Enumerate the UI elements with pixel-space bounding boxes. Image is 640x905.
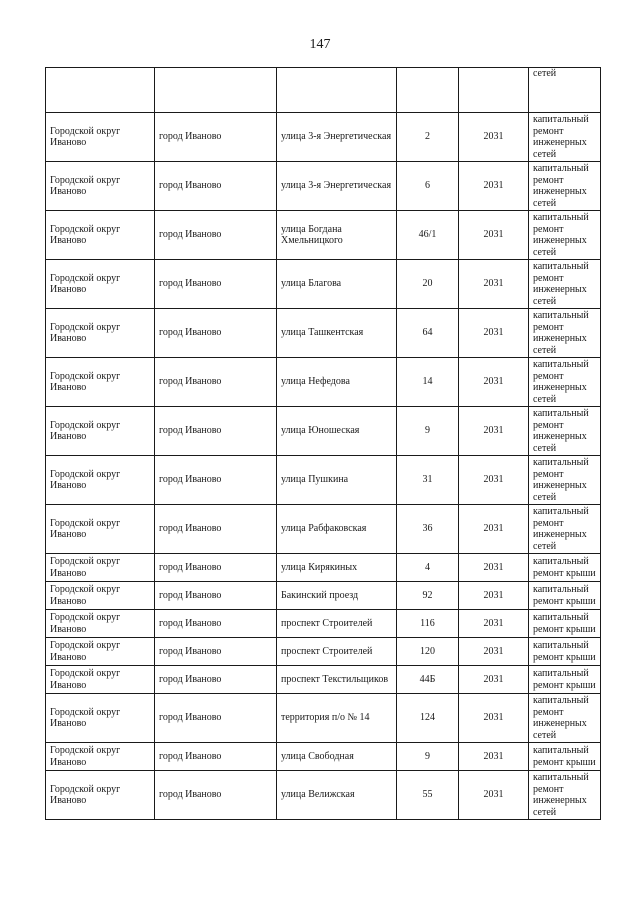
cell-year: 2031 [459, 694, 529, 743]
cell-work-type: капитальный ремонт крыши [529, 666, 601, 694]
cell-city: город Иваново [155, 743, 277, 771]
cell-work-type: капитальный ремонт инженерных сетей [529, 162, 601, 211]
cell-year: 2031 [459, 505, 529, 554]
cell-district: Городской округ Иваново [46, 666, 155, 694]
cell-house: 55 [397, 771, 459, 820]
cell-house: 46/1 [397, 211, 459, 260]
cell-street: улица Свободная [277, 743, 397, 771]
cell-house: 116 [397, 610, 459, 638]
table-row [46, 694, 601, 743]
cell-street [277, 68, 397, 113]
cell-district: Городской округ Иваново [46, 113, 155, 162]
cell-city: город Иваново [155, 610, 277, 638]
cell-house: 124 [397, 694, 459, 743]
cell-year: 2031 [459, 407, 529, 456]
table-row [46, 309, 601, 358]
cell-work-type: капитальный ремонт крыши [529, 610, 601, 638]
cell-street: улица Пушкина [277, 456, 397, 505]
table-row [46, 610, 601, 638]
cell-district: Городской округ Иваново [46, 771, 155, 820]
cell-district: Городской округ Иваново [46, 610, 155, 638]
cell-work-type: капитальный ремонт крыши [529, 554, 601, 582]
cell-house: 9 [397, 407, 459, 456]
table-row [46, 554, 601, 582]
cell-house: 2 [397, 113, 459, 162]
cell-year: 2031 [459, 610, 529, 638]
cell-district: Городской округ Иваново [46, 407, 155, 456]
cell-district: Городской округ Иваново [46, 554, 155, 582]
cell-street: территория п/о № 14 [277, 694, 397, 743]
table-row [46, 743, 601, 771]
table-row [46, 260, 601, 309]
cell-street: проспект Строителей [277, 638, 397, 666]
cell-district: Городской округ Иваново [46, 694, 155, 743]
cell-street: проспект Строителей [277, 610, 397, 638]
cell-year: 2031 [459, 554, 529, 582]
cell-district: Городской округ Иваново [46, 358, 155, 407]
cell-house: 9 [397, 743, 459, 771]
table-row [46, 211, 601, 260]
cell-year: 2031 [459, 771, 529, 820]
table-row [46, 162, 601, 211]
cell-work-type: капитальный ремонт инженерных сетей [529, 113, 601, 162]
cell-city: город Иваново [155, 771, 277, 820]
cell-district [46, 68, 155, 113]
cell-street: Бакинский проезд [277, 582, 397, 610]
cell-house: 20 [397, 260, 459, 309]
table-row [46, 771, 601, 820]
cell-street: проспект Текстильщиков [277, 666, 397, 694]
cell-district: Городской округ Иваново [46, 638, 155, 666]
cell-city [155, 68, 277, 113]
table-row [46, 407, 601, 456]
cell-year: 2031 [459, 638, 529, 666]
cell-house [397, 68, 459, 113]
table-row [46, 113, 601, 162]
cell-street: улица Ташкентская [277, 309, 397, 358]
cell-city: город Иваново [155, 162, 277, 211]
page-number: 147 [309, 37, 331, 52]
cell-year: 2031 [459, 211, 529, 260]
cell-city: город Иваново [155, 211, 277, 260]
cell-year: 2031 [459, 260, 529, 309]
cell-year: 2031 [459, 113, 529, 162]
cell-work-type: капитальный ремонт крыши [529, 743, 601, 771]
cell-work-type: капитальный ремонт инженерных сетей [529, 694, 601, 743]
cell-city: город Иваново [155, 638, 277, 666]
cell-house: 92 [397, 582, 459, 610]
table-row [46, 505, 601, 554]
cell-street: улица Кирякиных [277, 554, 397, 582]
cell-street: улица Юношеская [277, 407, 397, 456]
cell-work-type: капитальный ремонт инженерных сетей [529, 505, 601, 554]
cell-work-type: капитальный ремонт инженерных сетей [529, 260, 601, 309]
cell-district: Городской округ Иваново [46, 309, 155, 358]
cell-city: город Иваново [155, 407, 277, 456]
housing-repair-table [45, 67, 601, 820]
cell-house: 64 [397, 309, 459, 358]
cell-year: 2031 [459, 358, 529, 407]
cell-street: улица Рабфаковская [277, 505, 397, 554]
cell-house: 120 [397, 638, 459, 666]
cell-work-type: капитальный ремонт крыши [529, 582, 601, 610]
cell-house: 36 [397, 505, 459, 554]
cell-year: 2031 [459, 666, 529, 694]
cell-work-type: капитальный ремонт инженерных сетей [529, 407, 601, 456]
table-row [46, 358, 601, 407]
cell-city: город Иваново [155, 505, 277, 554]
cell-city: город Иваново [155, 694, 277, 743]
cell-street: улица Благова [277, 260, 397, 309]
cell-street: улица Нефедова [277, 358, 397, 407]
table-row-continuation [46, 68, 601, 113]
cell-city: город Иваново [155, 260, 277, 309]
cell-district: Городской округ Иваново [46, 505, 155, 554]
table-row [46, 638, 601, 666]
cell-city: город Иваново [155, 456, 277, 505]
cell-year: 2031 [459, 582, 529, 610]
cell-district: Городской округ Иваново [46, 162, 155, 211]
table-row [46, 456, 601, 505]
cell-street: улица 3-я Энергетическая [277, 162, 397, 211]
cell-street: улица Велижская [277, 771, 397, 820]
cell-district: Городской округ Иваново [46, 582, 155, 610]
cell-work-type: капитальный ремонт инженерных сетей [529, 771, 601, 820]
cell-work-type: капитальный ремонт инженерных сетей [529, 211, 601, 260]
cell-house: 31 [397, 456, 459, 505]
cell-work-type: капитальный ремонт крыши [529, 638, 601, 666]
table-row [46, 666, 601, 694]
cell-year [459, 68, 529, 113]
table-body [46, 68, 601, 820]
cell-house: 14 [397, 358, 459, 407]
cell-city: город Иваново [155, 582, 277, 610]
cell-house: 6 [397, 162, 459, 211]
cell-house: 4 [397, 554, 459, 582]
cell-work-type: капитальный ремонт инженерных сетей [529, 456, 601, 505]
cell-street: улица 3-я Энергетическая [277, 113, 397, 162]
cell-year: 2031 [459, 743, 529, 771]
cell-city: город Иваново [155, 113, 277, 162]
cell-year: 2031 [459, 309, 529, 358]
cell-district: Городской округ Иваново [46, 743, 155, 771]
cell-district: Городской округ Иваново [46, 456, 155, 505]
cell-district: Городской округ Иваново [46, 260, 155, 309]
cell-district: Городской округ Иваново [46, 211, 155, 260]
cell-work-type: капитальный ремонт инженерных сетей [529, 309, 601, 358]
cell-city: город Иваново [155, 554, 277, 582]
cell-year: 2031 [459, 162, 529, 211]
cell-house: 44Б [397, 666, 459, 694]
cell-city: город Иваново [155, 309, 277, 358]
cell-year: 2031 [459, 456, 529, 505]
table-row [46, 582, 601, 610]
cell-city: город Иваново [155, 358, 277, 407]
cell-work-type: капитальный ремонт инженерных сетей [529, 358, 601, 407]
cell-street: улица Богдана Хмельницкого [277, 211, 397, 260]
cell-city: город Иваново [155, 666, 277, 694]
cell-work-type: сетей [529, 68, 601, 113]
